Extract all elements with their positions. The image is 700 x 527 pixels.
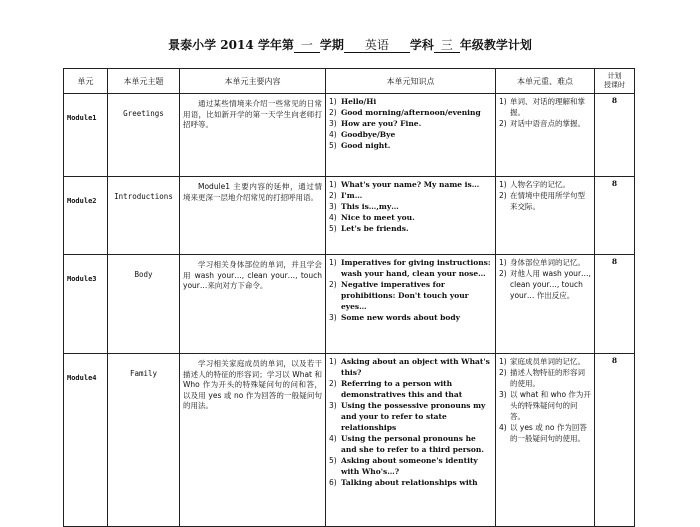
list-item: 1) 人物名字的记忆。 <box>499 180 570 189</box>
unit-cell: Module2 <box>64 177 108 255</box>
table-row <box>64 354 635 527</box>
topic-cell: Body <box>108 255 180 354</box>
list-item: 4) Goodbye/Bye <box>329 130 396 139</box>
unit-cell: Module4 <box>64 354 108 527</box>
subject-field: 英语 <box>344 38 410 53</box>
list-item: 3) This is…,my… <box>329 202 399 211</box>
header-knowledge: 本单元知识点 <box>326 69 496 94</box>
list-item: 5) Let's be friends. <box>329 224 409 233</box>
header-hours-line2: 授课时 <box>604 81 625 89</box>
title-grade-suffix: 年级教学计划 <box>459 38 532 52</box>
list-item: 2) 描述人物特征的形容词的使用。 <box>499 368 585 388</box>
list-item: 2) 对话中语音点的掌握。 <box>499 119 585 128</box>
knowledge-cell <box>326 354 496 527</box>
table-row <box>64 255 635 354</box>
list-item: 3) Using the possessive pronouns my and your to refer to state relationships <box>329 401 486 432</box>
keypoints-cell <box>496 177 595 255</box>
content-cell: 学习相关身体部位的单词，并且学会用 wash your…, clean your…, touch your…来向对方下命令。 <box>180 255 326 354</box>
list-item: 2) 对他人用 wash your…, clean your…, touch your… 作出反应。 <box>499 269 591 300</box>
table-row <box>64 94 635 177</box>
table-row <box>64 177 635 255</box>
list-item: 3) Some new words about body <box>329 313 461 322</box>
unit-cell: Module1 <box>64 94 108 177</box>
list-item: 1) 身体部位单词的记忆。 <box>499 258 585 267</box>
table-header-row <box>64 69 635 94</box>
hours-cell: 8 <box>595 94 635 177</box>
keypoints-cell <box>496 354 595 527</box>
topic-cell: Greetings <box>108 94 180 177</box>
list-item: 4) Using the personal pronouns he and she to refer to a third person. <box>329 434 484 454</box>
topic-cell: Introductions <box>108 177 180 255</box>
list-item: 1) Hello/Hi <box>329 97 377 106</box>
topic-cell: Family <box>108 354 180 527</box>
list-item: 1) Imperatives for giving instructions: wash your hand, clean your nose… <box>329 258 491 278</box>
list-item: 1) 单词、对话的理解和掌握。 <box>499 97 585 117</box>
list-item: 3) 以 what 和 who 作为开头的特殊疑问句的问答。 <box>499 390 591 421</box>
header-content: 本单元主要内容 <box>180 69 326 94</box>
content-cell: 通过某些情境来介绍一些常见的日常用语，比如新开学的第一天学生向老师打招呼等。 <box>180 94 326 177</box>
content-cell: Module1 主要内容的延伸，通过情境来更深一层地介绍常见的打招呼用语。 <box>180 177 326 255</box>
list-item: 1) What's your name? My name is… <box>329 180 480 189</box>
list-item: 2) 在情境中使用所学句型来交际。 <box>499 191 585 211</box>
content-cell: 学习相关家庭成员的单词，以及若干描述人的特征的形容词；学习以 What 和 Who 作为开头的特殊疑问句的问和答，以及用 yes 或 no 作为回答的一般疑问句的用法。 <box>180 354 326 527</box>
hours-cell: 8 <box>595 354 635 527</box>
keypoints-cell <box>496 94 595 177</box>
knowledge-cell <box>326 255 496 354</box>
knowledge-cell <box>326 177 496 255</box>
list-item: 5) Asking about someone's identity with Who's…? <box>329 456 478 476</box>
header-keypoints: 本单元重、难点 <box>496 69 595 94</box>
list-item: 3) How are you? Fine. <box>329 119 422 128</box>
hours-cell: 8 <box>595 177 635 255</box>
list-item: 5) Good night. <box>329 141 391 150</box>
title-subject-suffix: 学科 <box>409 38 434 52</box>
list-item: 2) Referring to a person with demonstratives this and that <box>329 379 463 399</box>
term-field: 一 <box>294 38 320 53</box>
title-term-suffix: 学期 <box>319 38 344 52</box>
header-hours-line1: 计划 <box>607 72 622 80</box>
grade-field: 三 <box>434 38 460 53</box>
header-topic: 本单元主题 <box>108 69 180 94</box>
list-item: 4) 以 yes 或 no 作为回答的一般疑问句的使用。 <box>499 423 587 443</box>
title-prefix: 景泰小学 2014 学年第 <box>168 38 294 52</box>
list-item: 4) Nice to meet you. <box>329 213 415 222</box>
list-item: 1) Asking about an object with What's this? <box>329 357 490 377</box>
keypoints-cell <box>496 255 595 354</box>
page-title <box>0 36 700 53</box>
header-hours <box>595 69 635 94</box>
list-item: 2) Good morning/afternoon/evening <box>329 108 481 117</box>
unit-cell: Module3 <box>64 255 108 354</box>
knowledge-cell <box>326 94 496 177</box>
teaching-plan-table <box>63 68 635 527</box>
list-item: 1) 家庭成员单词的记忆。 <box>499 357 585 366</box>
list-item: 2) I'm… <box>329 191 363 200</box>
hours-cell: 8 <box>595 255 635 354</box>
list-item: 2) Negative imperatives for prohibitions: Don't touch your eyes… <box>329 280 469 311</box>
header-unit: 单元 <box>64 69 108 94</box>
list-item: 6) Talking about relationships with <box>329 478 478 487</box>
